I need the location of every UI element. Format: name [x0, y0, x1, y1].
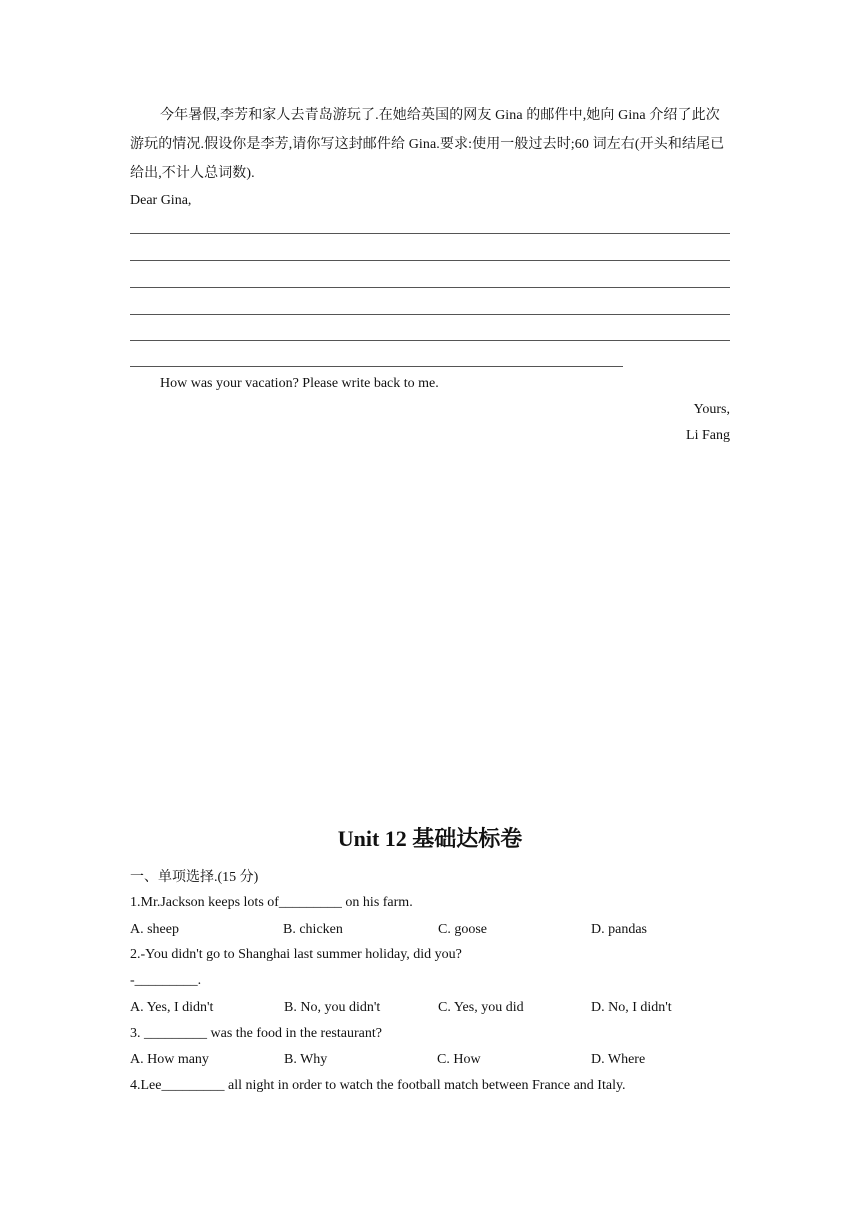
test-title: Unit 12 基础达标卷 [337, 826, 523, 851]
option-c: C. goose [438, 922, 487, 937]
answer-line [130, 314, 730, 315]
letter-signature: Li Fang [686, 428, 730, 443]
answer-line [130, 366, 623, 367]
answer-line [130, 260, 730, 261]
option-c: C. How [437, 1052, 481, 1067]
option-b: B. Why [284, 1052, 328, 1067]
question-stem: 1.Mr.Jackson keeps lots of_________ on his farm. [130, 895, 413, 910]
letter-sign-off: Yours, [693, 402, 730, 417]
letter-greeting: Dear Gina, [130, 193, 192, 208]
question-stem: 2.-You didn't go to Shanghai last summer holiday, did you? [130, 947, 462, 962]
option-d: D. No, I didn't [591, 1000, 672, 1015]
option-c: C. Yes, you did [438, 1000, 524, 1015]
option-d: D. Where [591, 1052, 646, 1067]
question-stem: 4.Lee_________ all night in order to watch the football match between France and Italy. [130, 1078, 626, 1093]
option-a: A. How many [130, 1052, 209, 1067]
writing-prompt: 今年暑假,李芳和家人去青岛游玩了.在她给英国的网友 Gina 的邮件中,她向 Gina 介绍了此次游玩的情况.假设你是李芳,请你写这封邮件给 Gina.要求:使用一般过去时;60 词左右(开头和结尾已给出,不计人总词数). [130, 108, 725, 181]
option-a: A. Yes, I didn't [130, 1000, 214, 1015]
answer-line [130, 233, 730, 234]
question-stem: 3. _________ was the food in the restaurant? [130, 1026, 382, 1041]
option-a: A. sheep [130, 922, 179, 937]
option-b: B. chicken [283, 922, 343, 937]
option-b: B. No, you didn't [284, 1000, 381, 1015]
answer-line [130, 340, 730, 341]
question-options [130, 922, 730, 942]
letter-closing-line: How was your vacation? Please write back to me. [160, 376, 439, 391]
question-stem-line2: -_________. [130, 973, 202, 988]
answer-line [130, 287, 730, 288]
section-heading: 一、单项选择.(15 分) [130, 870, 259, 885]
question-options [130, 1052, 730, 1072]
question-options [130, 1000, 730, 1020]
option-d: D. pandas [591, 922, 647, 937]
